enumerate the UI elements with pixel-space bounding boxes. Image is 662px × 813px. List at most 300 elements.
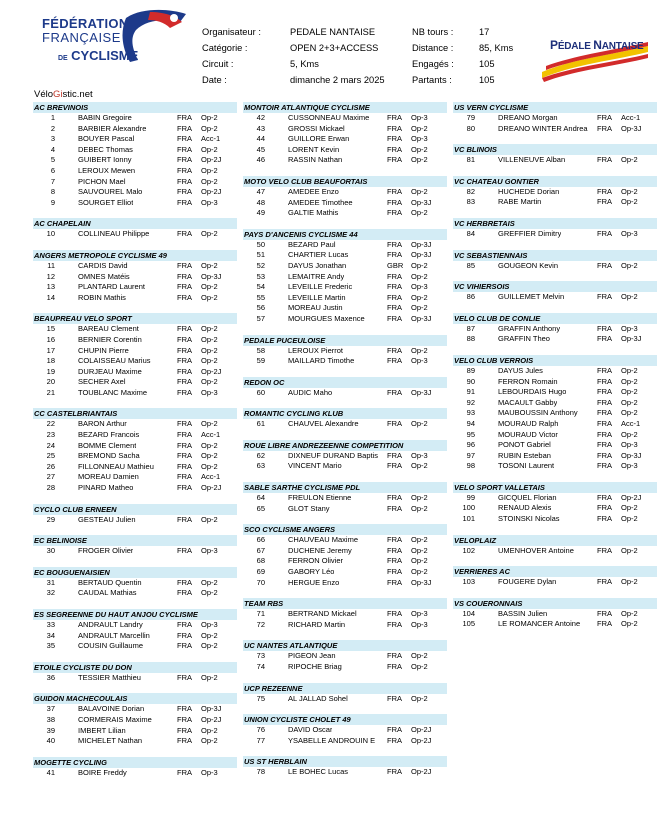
team-section bbox=[453, 281, 657, 303]
rider-row bbox=[243, 609, 447, 620]
rider-category: Op-3 bbox=[411, 450, 428, 460]
rider-country: FRA bbox=[387, 609, 402, 619]
rider-number: 17 bbox=[46, 345, 55, 355]
rider-category: Op-2 bbox=[411, 651, 428, 661]
rider-row bbox=[453, 419, 657, 430]
rider-row bbox=[33, 356, 237, 367]
rider-row bbox=[33, 546, 237, 557]
rider-row bbox=[453, 440, 657, 451]
rider-country: FRA bbox=[387, 725, 402, 735]
rider-category: Op-2 bbox=[621, 292, 638, 302]
team-name: CC CASTELBRIANTAIS bbox=[33, 408, 237, 419]
team-name: VELO CLUB VERROIS bbox=[453, 355, 657, 366]
team-name: SCO CYCLISME ANGERS bbox=[243, 524, 447, 535]
rider-name: HUCHEDE Dorian bbox=[498, 186, 560, 196]
rider-row bbox=[453, 619, 657, 630]
rider-category: Op-3 bbox=[201, 767, 218, 777]
team-section bbox=[243, 102, 447, 166]
rider-category: Op-3 bbox=[201, 546, 218, 556]
rider-row bbox=[453, 124, 657, 135]
rider-row bbox=[33, 282, 237, 293]
rider-number: 60 bbox=[256, 387, 265, 397]
rider-number: 72 bbox=[256, 619, 265, 629]
rider-country: FRA bbox=[177, 377, 192, 387]
rider-name: GRAFFIN Theo bbox=[498, 334, 550, 344]
rider-country: FRA bbox=[597, 123, 612, 133]
rider-row bbox=[243, 767, 447, 778]
team-section bbox=[453, 176, 657, 208]
rider-country: FRA bbox=[177, 704, 192, 714]
rider-country: FRA bbox=[387, 567, 402, 577]
rider-country: FRA bbox=[177, 165, 192, 175]
team-section bbox=[33, 609, 237, 652]
rider-name: GUILLORE Erwan bbox=[288, 134, 350, 144]
rider-country: FRA bbox=[597, 440, 612, 450]
rider-category: Op-2J bbox=[621, 492, 642, 502]
rider-row bbox=[243, 578, 447, 589]
team-section bbox=[243, 440, 447, 472]
rider-country: FRA bbox=[597, 334, 612, 344]
rider-category: Op-2 bbox=[201, 377, 218, 387]
rider-name: MOURAUD Ralph bbox=[498, 418, 559, 428]
rider-category: Op-2 bbox=[411, 123, 428, 133]
rider-number: 90 bbox=[466, 376, 475, 386]
rider-category: Op-2 bbox=[621, 429, 638, 439]
rider-category: Op-2 bbox=[201, 630, 218, 640]
rider-country: FRA bbox=[177, 155, 192, 165]
rider-number: 95 bbox=[466, 429, 475, 439]
team-name: MOGETTE CYCLING bbox=[33, 757, 237, 768]
team-section bbox=[33, 218, 237, 240]
rider-category: Acc-1 bbox=[201, 472, 221, 482]
rider-name: GICQUEL Florian bbox=[498, 492, 557, 502]
rider-row bbox=[33, 335, 237, 346]
rider-country: FRA bbox=[177, 620, 192, 629]
rider-row bbox=[33, 515, 237, 526]
rider-number: 39 bbox=[46, 725, 55, 735]
rider-category: Op-3 bbox=[621, 228, 638, 238]
rider-country: FRA bbox=[387, 493, 402, 503]
rider-name: SECHER Axel bbox=[78, 377, 126, 387]
rider-name: DUCHENE Jeremy bbox=[288, 545, 352, 555]
rider-category: Op-2 bbox=[201, 419, 218, 429]
rider-row bbox=[243, 293, 447, 304]
rider-number: 69 bbox=[256, 567, 265, 577]
rider-row bbox=[33, 377, 237, 388]
team-name: VS COUERONNAIS bbox=[453, 598, 657, 609]
engages-value: 105 bbox=[479, 59, 495, 69]
rider-row bbox=[243, 556, 447, 567]
rider-row bbox=[33, 134, 237, 145]
rider-country: FRA bbox=[177, 187, 192, 197]
rider-category: Op-2 bbox=[411, 503, 428, 513]
rider-country: FRA bbox=[177, 113, 192, 122]
ffc-logo bbox=[40, 8, 190, 74]
rider-number: 6 bbox=[50, 165, 55, 175]
rider-country: FRA bbox=[597, 492, 612, 502]
rider-row bbox=[243, 124, 447, 135]
rider-category: Op-2 bbox=[411, 662, 428, 671]
rider-name: LEVEILLE Martin bbox=[288, 292, 346, 302]
team-name: VC VIHIERSOIS bbox=[453, 281, 657, 292]
rider-country: FRA bbox=[177, 440, 192, 450]
date-label: Date : bbox=[202, 75, 227, 85]
rider-category: Op-3J bbox=[621, 123, 642, 133]
rider-number: 86 bbox=[466, 292, 475, 302]
rider-row bbox=[33, 293, 237, 304]
rider-row bbox=[33, 441, 237, 452]
rider-country: FRA bbox=[177, 123, 192, 133]
rider-row bbox=[243, 461, 447, 472]
site-name: VéloGistic.net bbox=[34, 89, 93, 100]
rider-row bbox=[453, 461, 657, 472]
rider-country: GBR bbox=[387, 260, 404, 270]
rider-number: 57 bbox=[256, 313, 265, 323]
rider-row bbox=[33, 620, 237, 631]
team-section bbox=[243, 640, 447, 672]
rider-name: LEROUX Mewen bbox=[78, 165, 136, 175]
team-name: VC HERBRETAIS bbox=[453, 218, 657, 229]
rider-category: Op-2 bbox=[621, 186, 638, 196]
team-name: VC CHATEAU GONTIER bbox=[453, 176, 657, 187]
rider-number: 36 bbox=[46, 672, 55, 682]
rider-country: FRA bbox=[177, 641, 192, 651]
rider-name: BREMOND Sacha bbox=[78, 451, 140, 461]
rider-country: FRA bbox=[387, 577, 402, 587]
rider-name: CHAUVEL Alexandre bbox=[288, 419, 359, 429]
rider-name: COUSIN Guillaume bbox=[78, 641, 144, 651]
rider-number: 34 bbox=[46, 630, 55, 640]
rider-number: 5 bbox=[50, 155, 55, 165]
rider-country: FRA bbox=[387, 767, 402, 777]
rider-row bbox=[33, 177, 237, 188]
rider-country: FRA bbox=[387, 545, 402, 555]
rider-country: FRA bbox=[387, 693, 402, 703]
rider-country: FRA bbox=[387, 387, 402, 397]
rider-category: Op-3J bbox=[201, 271, 222, 281]
rider-name: CORMERAIS Maxime bbox=[78, 714, 152, 724]
rider-country: FRA bbox=[177, 672, 192, 682]
rider-number: 42 bbox=[256, 113, 265, 122]
rider-number: 75 bbox=[256, 693, 265, 703]
rider-category: Op-2 bbox=[411, 260, 428, 270]
rider-number: 19 bbox=[46, 366, 55, 376]
rider-number: 61 bbox=[256, 419, 265, 429]
rider-row bbox=[453, 408, 657, 419]
team-name: US ST HERBLAIN bbox=[243, 756, 447, 767]
rider-country: FRA bbox=[597, 376, 612, 386]
rider-name: VILLENEUVE Alban bbox=[498, 155, 566, 165]
team-section bbox=[33, 504, 237, 526]
rider-country: FRA bbox=[387, 461, 402, 471]
rider-name: AUDIC Maho bbox=[288, 387, 333, 397]
rider-country: FRA bbox=[387, 313, 402, 323]
rider-number: 70 bbox=[256, 577, 265, 587]
rider-country: FRA bbox=[177, 345, 192, 355]
rider-row bbox=[243, 314, 447, 325]
rider-country: FRA bbox=[597, 461, 612, 471]
rider-country: FRA bbox=[597, 545, 612, 555]
rider-number: 13 bbox=[46, 282, 55, 292]
rider-category: Op-3 bbox=[201, 197, 218, 207]
rider-country: FRA bbox=[597, 197, 612, 207]
rider-country: FRA bbox=[177, 767, 192, 777]
partants-value: 105 bbox=[479, 75, 495, 85]
rider-name: BABIN Gregoire bbox=[78, 113, 132, 122]
rider-name: FERRON Olivier bbox=[288, 556, 344, 566]
rider-category: Acc-1 bbox=[621, 418, 641, 428]
rider-name: BOUYER Pascal bbox=[78, 134, 135, 144]
rider-category: Op-2 bbox=[621, 397, 638, 407]
rider-row bbox=[33, 726, 237, 737]
rider-name: IMBERT Lilian bbox=[78, 725, 126, 735]
rider-category: Op-2 bbox=[411, 535, 428, 545]
rider-number: 20 bbox=[46, 377, 55, 387]
rider-category: Op-2 bbox=[411, 271, 428, 281]
rider-row bbox=[33, 631, 237, 642]
rider-row bbox=[243, 356, 447, 367]
rider-category: Op-2 bbox=[201, 672, 218, 682]
rider-country: FRA bbox=[177, 588, 192, 598]
team-name: EC BOUGUENAISIEN bbox=[33, 567, 237, 578]
rider-number: 1 bbox=[50, 113, 55, 122]
rider-name: BOMME Clement bbox=[78, 440, 137, 450]
rider-number: 94 bbox=[466, 418, 475, 428]
rider-number: 46 bbox=[256, 155, 265, 165]
rider-name: BAREAU Clement bbox=[78, 324, 139, 334]
rider-name: RENAUD Alexis bbox=[498, 503, 552, 513]
rider-row bbox=[33, 715, 237, 726]
rider-category: Op-2 bbox=[201, 451, 218, 461]
rider-name: RIPOCHE Briag bbox=[288, 662, 342, 671]
team-section bbox=[243, 683, 447, 705]
rider-name: SAUVOUREL Malo bbox=[78, 187, 143, 197]
rider-number: 49 bbox=[256, 208, 265, 218]
rider-row bbox=[453, 577, 657, 588]
team-section bbox=[33, 662, 237, 684]
rider-name: STOINSKI Nicolas bbox=[498, 514, 560, 524]
rider-name: ANDRAULT Marcellin bbox=[78, 630, 150, 640]
team-section bbox=[453, 535, 657, 557]
rider-category: Op-3J bbox=[621, 450, 642, 460]
rider-country: FRA bbox=[597, 323, 612, 333]
rider-number: 103 bbox=[462, 577, 475, 587]
rider-country: FRA bbox=[177, 451, 192, 461]
rider-name: RICHARD Martin bbox=[288, 619, 346, 629]
rider-name: OMNES Matéis bbox=[78, 271, 130, 281]
rider-category: Op-2J bbox=[201, 366, 222, 376]
rider-category: Op-2 bbox=[201, 356, 218, 366]
rider-category: Op-2 bbox=[201, 461, 218, 471]
rider-number: 79 bbox=[466, 113, 475, 122]
rider-name: DREANO WINTER Andrea bbox=[498, 123, 588, 133]
rider-number: 74 bbox=[256, 662, 265, 671]
rider-category: Op-2 bbox=[201, 588, 218, 598]
distance-value: 85, Kms bbox=[479, 43, 514, 53]
team-name: TEAM RBS bbox=[243, 598, 447, 609]
rider-name: PONOT Gabriel bbox=[498, 440, 551, 450]
rider-country: FRA bbox=[177, 366, 192, 376]
rider-country: FRA bbox=[177, 630, 192, 640]
rider-number: 87 bbox=[466, 323, 475, 333]
organisateur-value: PEDALE NANTAISE bbox=[290, 27, 376, 37]
rider-row bbox=[243, 535, 447, 546]
rider-country: FRA bbox=[597, 365, 612, 375]
rider-name: DAVID Oscar bbox=[288, 725, 333, 735]
rider-row bbox=[243, 567, 447, 578]
rider-name: BERNIER Corentin bbox=[78, 334, 142, 344]
rider-category: Op-2 bbox=[621, 376, 638, 386]
team-name: UNION CYCLISTE CHOLET 49 bbox=[243, 714, 447, 725]
rider-number: 41 bbox=[46, 767, 55, 777]
rider-row bbox=[33, 641, 237, 652]
rider-category: Op-2J bbox=[411, 767, 432, 777]
rider-country: FRA bbox=[387, 186, 402, 196]
rider-number: 7 bbox=[50, 176, 55, 186]
rider-country: FRA bbox=[387, 208, 402, 218]
team-section bbox=[243, 229, 447, 325]
rider-category: Op-2 bbox=[621, 155, 638, 165]
rider-row bbox=[33, 483, 237, 494]
rider-category: Op-2J bbox=[411, 735, 432, 745]
rider-number: 28 bbox=[46, 483, 55, 493]
rider-row bbox=[33, 704, 237, 715]
rider-name: GLOT Stany bbox=[288, 503, 330, 513]
rider-country: FRA bbox=[177, 472, 192, 482]
rider-name: GUILLEMET Melvin bbox=[498, 292, 565, 302]
rider-category: Op-3J bbox=[411, 197, 432, 207]
rider-row bbox=[33, 261, 237, 272]
team-name: MOTO VELO CLUB BEAUFORTAIS bbox=[243, 176, 447, 187]
rider-name: BARBIER Alexandre bbox=[78, 123, 147, 133]
rider-row bbox=[453, 430, 657, 441]
rider-country: FRA bbox=[597, 514, 612, 524]
rider-category: Op-3 bbox=[411, 282, 428, 292]
rider-country: FRA bbox=[387, 662, 402, 671]
rider-number: 40 bbox=[46, 736, 55, 746]
rider-number: 4 bbox=[50, 144, 55, 154]
team-name: MONTOIR ATLANTIQUE CYCLISME bbox=[243, 102, 447, 113]
team-section bbox=[243, 714, 447, 746]
rider-number: 102 bbox=[462, 545, 475, 555]
team-section bbox=[243, 176, 447, 219]
rider-country: FRA bbox=[177, 271, 192, 281]
rider-category: Op-2 bbox=[621, 514, 638, 524]
teams-column-3 bbox=[453, 102, 657, 640]
rider-country: FRA bbox=[597, 260, 612, 270]
rider-row bbox=[33, 124, 237, 135]
rider-category: Op-3J bbox=[411, 313, 432, 323]
rider-name: PLANTARD Laurent bbox=[78, 282, 145, 292]
rider-name: DIXNEUF DURAND Baptis bbox=[288, 450, 379, 460]
rider-number: 104 bbox=[462, 608, 475, 618]
rider-country: FRA bbox=[177, 282, 192, 292]
team-name: ES SEGREENNE DU HAUT ANJOU CYCLISME bbox=[33, 609, 237, 620]
rider-name: MAILLARD Timothe bbox=[288, 356, 355, 366]
rider-name: PICHON Mael bbox=[78, 176, 126, 186]
rider-country: FRA bbox=[177, 334, 192, 344]
distance-label: Distance : bbox=[412, 43, 454, 53]
rider-name: LEBOURDAIS Hugo bbox=[498, 387, 567, 397]
rider-category: Op-3 bbox=[411, 619, 428, 629]
rider-row bbox=[33, 113, 237, 124]
rider-category: Op-2 bbox=[411, 303, 428, 313]
rider-row bbox=[243, 187, 447, 198]
rider-name: GALTIE Mathis bbox=[288, 208, 339, 218]
rider-country: FRA bbox=[387, 123, 402, 133]
rider-number: 83 bbox=[466, 197, 475, 207]
rider-name: CAUDAL Mathias bbox=[78, 588, 137, 598]
team-section bbox=[453, 566, 657, 588]
rider-country: FRA bbox=[597, 292, 612, 302]
rider-category: Op-2 bbox=[201, 123, 218, 133]
rider-category: Op-2 bbox=[201, 229, 218, 239]
rider-number: 98 bbox=[466, 461, 475, 471]
circuit-label: Circuit : bbox=[202, 59, 234, 69]
rider-country: FRA bbox=[597, 228, 612, 238]
rider-country: FRA bbox=[387, 155, 402, 165]
pedale-nantaise-logo bbox=[536, 24, 652, 84]
rider-country: FRA bbox=[177, 546, 192, 556]
rider-name: CUSSONNEAU Maxime bbox=[288, 113, 370, 122]
rider-number: 63 bbox=[256, 461, 265, 471]
team-name: ANGERS METROPOLE CYCLISME 49 bbox=[33, 250, 237, 261]
rider-row bbox=[453, 451, 657, 462]
rider-category: Op-3J bbox=[201, 704, 222, 714]
rider-name: BEZARD Francois bbox=[78, 430, 140, 440]
rider-name: DEBEC Thomas bbox=[78, 144, 133, 154]
rider-number: 93 bbox=[466, 408, 475, 418]
rider-name: LEROUX Pierrot bbox=[288, 345, 344, 355]
team-name: AC CHAPELAIN bbox=[33, 218, 237, 229]
rider-category: Op-3J bbox=[411, 577, 432, 587]
rider-name: GESTEAU Julien bbox=[78, 514, 136, 524]
rider-category: Op-2 bbox=[201, 260, 218, 270]
rider-category: Op-2 bbox=[201, 176, 218, 186]
rider-category: Op-2 bbox=[201, 514, 218, 524]
rider-category: Op-2 bbox=[411, 556, 428, 566]
rider-country: FRA bbox=[597, 113, 612, 122]
rider-row bbox=[33, 346, 237, 357]
rider-row bbox=[33, 768, 237, 779]
rider-number: 3 bbox=[50, 134, 55, 144]
rider-row bbox=[33, 145, 237, 156]
rider-category: Op-2 bbox=[411, 419, 428, 429]
team-name: SABLE SARTHE CYCLISME PDL bbox=[243, 482, 447, 493]
rider-name: FERRON Romain bbox=[498, 376, 558, 386]
organisateur-label: Organisateur : bbox=[202, 27, 261, 37]
rider-category: Op-2J bbox=[411, 725, 432, 735]
rider-category: Op-2 bbox=[411, 208, 428, 218]
rider-category: Op-2 bbox=[621, 503, 638, 513]
rider-category: Op-2 bbox=[201, 577, 218, 587]
rider-number: 15 bbox=[46, 324, 55, 334]
rider-country: FRA bbox=[597, 608, 612, 618]
rider-row bbox=[243, 250, 447, 261]
rider-category: Op-2 bbox=[411, 345, 428, 355]
pedale-nantaise-text: PÉDALE NANTAISE bbox=[550, 38, 644, 52]
rider-name: CHARTIER Lucas bbox=[288, 250, 349, 260]
rider-name: BARON Arthur bbox=[78, 419, 127, 429]
rider-category: Op-2 bbox=[621, 608, 638, 618]
rider-category: Op-2 bbox=[411, 186, 428, 196]
rider-name: UMENHOVER Antoine bbox=[498, 545, 574, 555]
rider-category: Op-2 bbox=[201, 165, 218, 175]
rider-country: FRA bbox=[177, 324, 192, 334]
rider-row bbox=[453, 493, 657, 504]
rider-category: Op-2 bbox=[621, 260, 638, 270]
rider-number: 92 bbox=[466, 397, 475, 407]
